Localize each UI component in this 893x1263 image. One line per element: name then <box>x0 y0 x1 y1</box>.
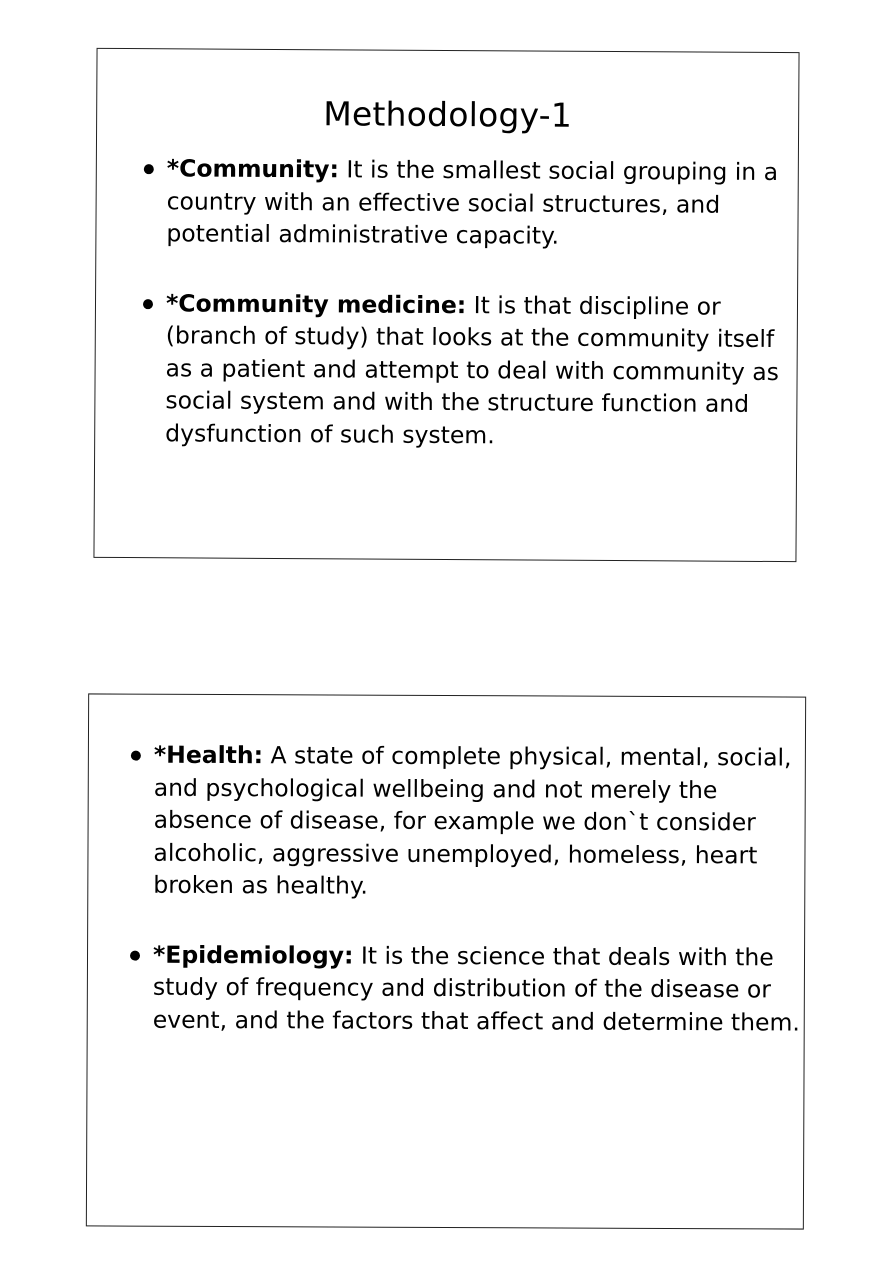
bullet-dot-icon <box>144 164 154 174</box>
bullet-health <box>128 739 805 904</box>
slide-title: Methodology-1 <box>323 94 573 135</box>
bullet-list <box>128 739 805 1076</box>
slide-definitions <box>86 693 806 1229</box>
bullet-dot-icon <box>131 751 141 761</box>
bullet-community <box>141 152 782 253</box>
definition-text: It is the science that deals with the study of frequency and distribution of the disease or event, and the factors that affect and determine them. <box>152 941 800 1037</box>
term-label: *Epidemiology: <box>152 940 354 970</box>
bullet-dot-icon <box>130 950 140 960</box>
definition-text: It is the smallest social grouping in a country with an effective social structures, and potential administrative capacity. <box>166 155 779 250</box>
bullet-epidemiology <box>128 938 804 1038</box>
bullet-community-medicine <box>140 287 781 453</box>
bullet-list <box>140 152 782 490</box>
bullet-dot-icon <box>143 299 153 309</box>
term-label: *Health: <box>153 740 264 770</box>
definition-text: A state of complete physical, mental, social, and psychological wellbeing and not merely the absence of disease, for example we don`t consider alcoholic, aggressive unemployed, homeless, heart broken as healthy. <box>153 741 792 900</box>
term-label: *Community: <box>166 154 340 184</box>
slide-methodology-1 <box>93 48 799 562</box>
definition-text: It is that discipline or (branch of study) that looks at the community itself as a patient and attempt to deal with community as social system and with the structure function and dysfunction of such system. <box>165 290 780 449</box>
term-label: *Community medicine: <box>165 288 467 319</box>
